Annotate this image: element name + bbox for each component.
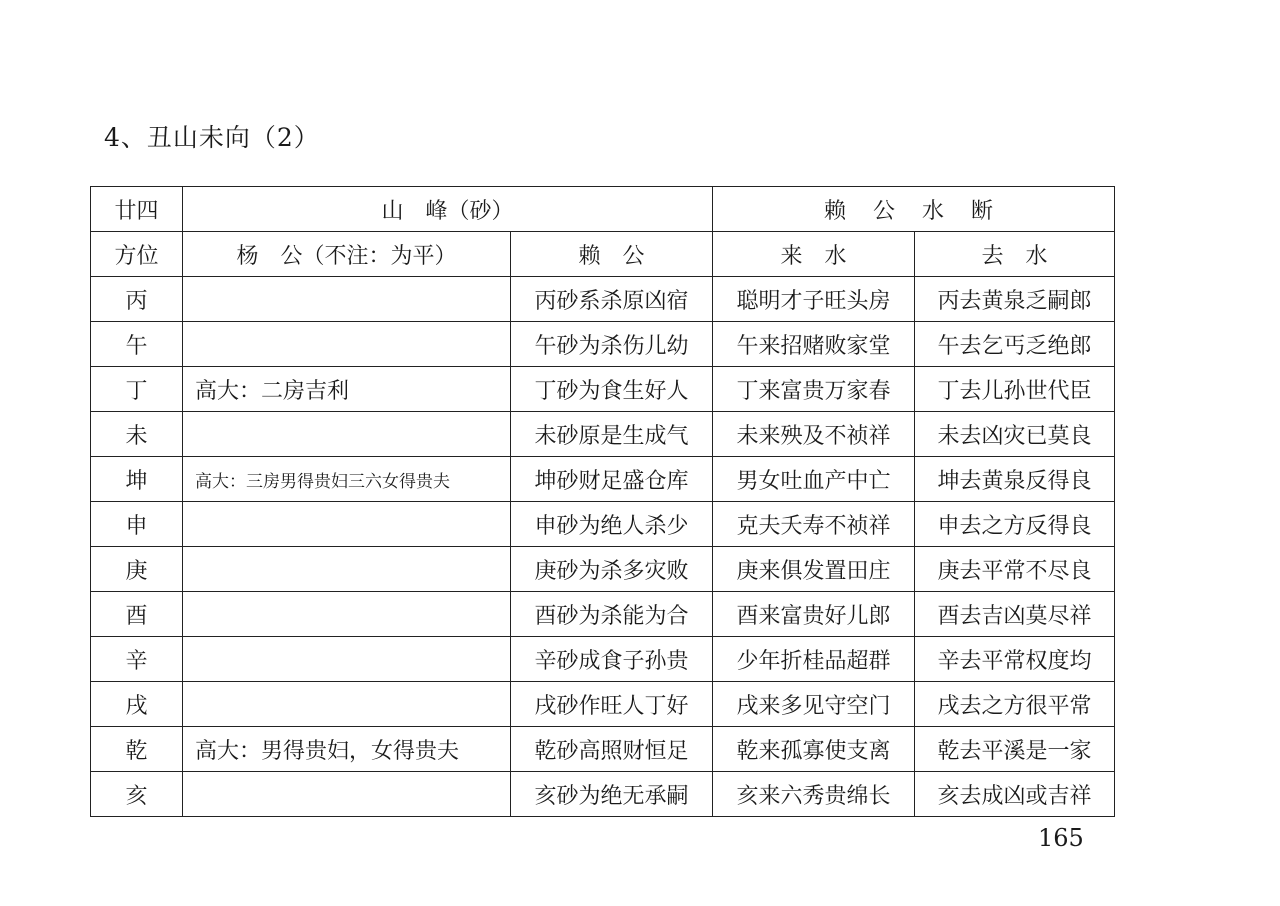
qu-shui-cell: 乾去平溪是一家 — [915, 727, 1115, 772]
table-row — [91, 277, 1115, 322]
qu-shui-cell: 丁去儿孙世代臣 — [915, 367, 1115, 412]
yang-gong-cell — [183, 682, 511, 727]
yang-gong-cell — [183, 412, 511, 457]
page-number: 165 — [1038, 824, 1084, 852]
lai-gong-cell: 戌砂作旺人丁好 — [511, 682, 713, 727]
direction-cell: 坤 — [91, 457, 183, 502]
table-row — [91, 457, 1115, 502]
header-direction-bottom: 方位 — [91, 232, 183, 277]
direction-cell: 乾 — [91, 727, 183, 772]
header-direction-top: 廿四 — [91, 187, 183, 232]
yang-gong-cell — [183, 277, 511, 322]
table-row — [91, 412, 1115, 457]
lai-gong-cell: 酉砂为杀能为合 — [511, 592, 713, 637]
lai-gong-cell: 亥砂为绝无承嗣 — [511, 772, 713, 817]
lai-gong-cell: 庚砂为杀多灾败 — [511, 547, 713, 592]
direction-cell: 庚 — [91, 547, 183, 592]
table-row — [91, 367, 1115, 412]
yang-gong-cell: 高大：男得贵妇，女得贵夫 — [183, 727, 511, 772]
table-row — [91, 682, 1115, 727]
table-row — [91, 637, 1115, 682]
yang-gong-cell: 高大：二房吉利 — [183, 367, 511, 412]
direction-cell: 戌 — [91, 682, 183, 727]
lai-shui-cell: 少年折桂品超群 — [713, 637, 915, 682]
lai-gong-cell: 辛砂成食子孙贵 — [511, 637, 713, 682]
yang-gong-cell — [183, 592, 511, 637]
table-row — [91, 727, 1115, 772]
table-row — [91, 547, 1115, 592]
qu-shui-cell: 未去凶灾已莫良 — [915, 412, 1115, 457]
table-row — [91, 772, 1115, 817]
yang-gong-cell — [183, 322, 511, 367]
direction-cell: 午 — [91, 322, 183, 367]
qu-shui-cell: 丙去黄泉乏嗣郎 — [915, 277, 1115, 322]
yang-gong-cell: 高大：三房男得贵妇三六女得贵夫 — [183, 457, 511, 502]
lai-gong-cell: 丁砂为食生好人 — [511, 367, 713, 412]
yang-gong-cell — [183, 502, 511, 547]
direction-cell: 辛 — [91, 637, 183, 682]
yang-gong-cell — [183, 637, 511, 682]
lai-shui-cell: 庚来俱发置田庄 — [713, 547, 915, 592]
header-lai-gong-shui-duan: 赖 公 水 断 — [713, 187, 1115, 232]
lai-shui-cell: 戌来多见守空门 — [713, 682, 915, 727]
lai-shui-cell: 亥来六秀贵绵长 — [713, 772, 915, 817]
direction-cell: 酉 — [91, 592, 183, 637]
qu-shui-cell: 戌去之方很平常 — [915, 682, 1115, 727]
qu-shui-cell: 酉去吉凶莫尽祥 — [915, 592, 1115, 637]
direction-cell: 亥 — [91, 772, 183, 817]
lai-shui-cell: 未来殃及不祯祥 — [713, 412, 915, 457]
direction-cell: 丁 — [91, 367, 183, 412]
lai-shui-cell: 聪明才子旺头房 — [713, 277, 915, 322]
yang-gong-cell — [183, 772, 511, 817]
lai-shui-cell: 丁来富贵万家春 — [713, 367, 915, 412]
header-lai-shui: 来 水 — [713, 232, 915, 277]
qu-shui-cell: 辛去平常权度均 — [915, 637, 1115, 682]
qu-shui-cell: 庚去平常不尽良 — [915, 547, 1115, 592]
table-row — [91, 502, 1115, 547]
page-title: 4、丑山未向（2） — [104, 123, 320, 152]
lai-gong-cell: 坤砂财足盛仓库 — [511, 457, 713, 502]
lai-gong-cell: 未砂原是生成气 — [511, 412, 713, 457]
qu-shui-cell: 申去之方反得良 — [915, 502, 1115, 547]
header-row-2 — [91, 232, 1115, 277]
direction-cell: 丙 — [91, 277, 183, 322]
direction-cell: 未 — [91, 412, 183, 457]
table-row — [91, 322, 1115, 367]
lai-gong-cell: 申砂为绝人杀少 — [511, 502, 713, 547]
lai-shui-cell: 乾来孤寡使支离 — [713, 727, 915, 772]
lai-gong-cell: 乾砂高照财恒足 — [511, 727, 713, 772]
lai-gong-cell: 午砂为杀伤儿幼 — [511, 322, 713, 367]
lai-shui-cell: 午来招赌败家堂 — [713, 322, 915, 367]
lai-shui-cell: 男女吐血产中亡 — [713, 457, 915, 502]
table-row — [91, 592, 1115, 637]
feng-shui-table — [90, 186, 1115, 817]
qu-shui-cell: 坤去黄泉反得良 — [915, 457, 1115, 502]
lai-shui-cell: 酉来富贵好儿郎 — [713, 592, 915, 637]
header-yang-gong: 杨 公（不注：为平） — [183, 232, 511, 277]
header-lai-gong: 赖 公 — [511, 232, 713, 277]
direction-cell: 申 — [91, 502, 183, 547]
header-shan-feng: 山 峰（砂） — [183, 187, 713, 232]
header-qu-shui: 去 水 — [915, 232, 1115, 277]
header-row-1 — [91, 187, 1115, 232]
qu-shui-cell: 亥去成凶或吉祥 — [915, 772, 1115, 817]
qu-shui-cell: 午去乞丐乏绝郎 — [915, 322, 1115, 367]
yang-gong-cell — [183, 547, 511, 592]
lai-shui-cell: 克夫夭寿不祯祥 — [713, 502, 915, 547]
lai-gong-cell: 丙砂系杀原凶宿 — [511, 277, 713, 322]
